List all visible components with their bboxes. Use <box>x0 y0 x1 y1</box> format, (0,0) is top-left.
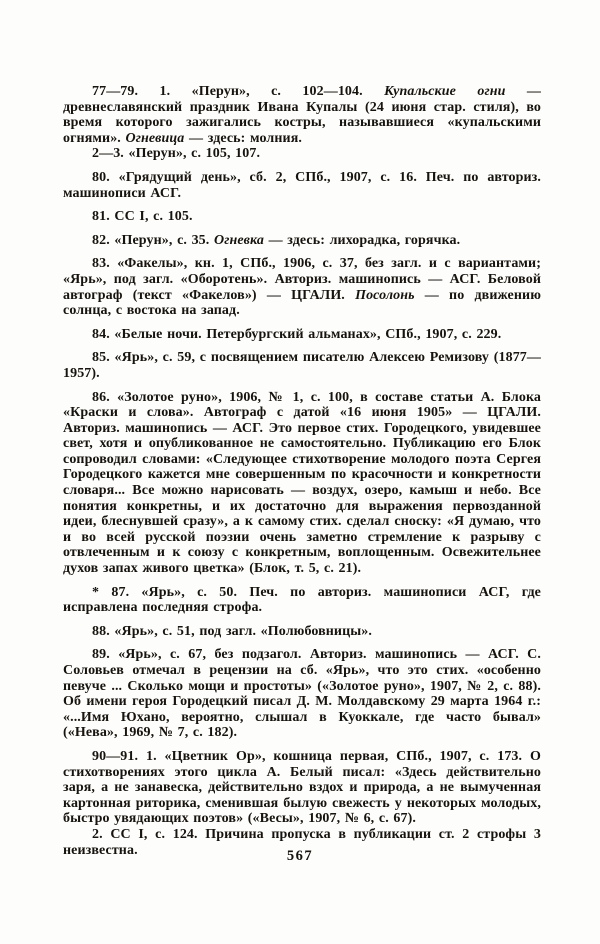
note-text-segment: * 87. «Ярь», с. 50. Печ. по авториз. машинописи АСГ, где исправлена последняя строфа. <box>63 584 541 616</box>
note-entry <box>63 327 541 343</box>
note-entry <box>63 233 541 249</box>
note-entry <box>63 647 541 741</box>
note-entry <box>63 585 541 616</box>
page-number: 567 <box>286 848 314 864</box>
note-paragraph <box>63 256 541 318</box>
glossary-term: Огневка <box>214 232 264 248</box>
note-text-segment: 2—3. «Перун», с. 105, 107. <box>92 146 261 162</box>
note-entry <box>63 624 541 640</box>
notes-text <box>63 84 541 858</box>
note-text-segment: 85. «Ярь», с. 59, с посвящением писателю Алексею Ремизову (1877—1957). <box>63 350 541 381</box>
note-entry <box>63 350 541 381</box>
note-text-segment: 77—79. 1. «Перун», с. 102—104. <box>92 84 385 99</box>
note-paragraph <box>63 146 541 162</box>
note-entry <box>63 209 541 225</box>
note-text-segment: 86. «Золотое руно», 1906, № 1, с. 100, в составе статьи А. Блока «Краски и слова». Автограф с датой «16 июня 1905» — ЦГАЛИ. Авториз. машинопись — АСГ. Это первое стих. Городецкого, увидевшее свет, хотя и опубликованное не самостоятельно. Публикацию его Блок сопроводил словами: «Следующее стихотворение молодого поэта Сергея Городецкого кажется мне совершенным по красочности и конкретности словаря... Все можно нарисовать — воздух, озеро, камыш и небо. Все понятия конкретны, и их достаточно для выражения первозданной идеи, блеснувшей сразу», а к самому стих. сделал сноску: «Я думаю, что и во всей русской поэзии очень заметно стремление к разрыву с отвлеченным и к союзу с конкретным, воплощенным. Освежительнее духов запах живого цветка» (Блок, т. 5, с. 21). <box>63 389 541 577</box>
note-paragraph <box>63 327 541 343</box>
note-entry <box>63 170 541 201</box>
note-entry <box>63 84 541 162</box>
note-text-segment: 80. «Грядущий день», сб. 2, СПб., 1907, с. 16. Печ. по авториз. машинописи АСГ. <box>63 169 541 201</box>
note-text-segment: 81. СС I, с. 105. <box>92 209 193 225</box>
note-text-segment: 89. «Ярь», с. 67, без подзагол. Авториз. машинопись — АСГ. С. Соловьев отмечал в рецензии на сб. «Ярь», что это стих. «особенно певуче ... Сколько мощи и простоты» («Золотое руно», 1907, № 2, с. 88). Об имени героя Городецкий писал Д. М. Молдавскому 29 марта 1964 г.: «...Имя Юхано, вероятно, слышал в Куоккале, где часто бывал» («Нева», 1969, № 7, с. 182). <box>63 647 541 741</box>
note-paragraph <box>63 647 541 741</box>
note-text-segment: 88. «Ярь», с. 51, под загл. «Полюбовницы». <box>92 623 373 639</box>
note-entry <box>63 256 541 318</box>
note-paragraph <box>63 390 541 577</box>
note-paragraph <box>63 585 541 616</box>
note-paragraph <box>63 350 541 381</box>
note-paragraph <box>63 170 541 201</box>
note-paragraph <box>63 84 541 146</box>
glossary-term: Огневица <box>125 130 185 146</box>
note-paragraph <box>63 749 541 827</box>
note-paragraph <box>63 233 541 249</box>
note-text-segment: — здесь: лихорадка, горячка. <box>263 232 461 248</box>
note-text-segment: 82. «Перун», с. 35. <box>92 232 214 248</box>
note-text-segment: — по движению солнца, с востока на запад. <box>63 287 541 319</box>
note-paragraph <box>63 624 541 640</box>
glossary-term: Купальские огни <box>384 84 506 99</box>
glossary-term: Посолонь <box>355 287 415 303</box>
note-entry <box>63 749 541 858</box>
note-text-segment: — здесь: молния. <box>184 130 302 146</box>
note-text-segment: 2. СС I, с. 124. Причина пропуска в публикации ст. 2 строфы 3 неизвестна. <box>63 826 541 858</box>
note-text-segment: 90—91. 1. «Цветник Ор», кошница первая, СПб., 1907, с. 173. О стихотворениях этого цикла А. Белый писал: «Здесь действительно заря, а не занавеска, действительно вздох и природа, а не вымученная картонная риторика, сменившая былую свежесть у некоторых молодых, быстро увядающих поэтов» («Весы», 1907, № 6, с. 67). <box>63 748 541 827</box>
note-text-segment: 83. «Факелы», кн. 1, СПб., 1906, с. 37, без загл. и с вариантами; «Ярь», под загл. «Оборотень». Авториз. машинопись — АСГ. Беловой автограф (текст «Факелов») — ЦГАЛИ. <box>63 256 541 303</box>
note-entry <box>63 390 541 577</box>
note-text-segment: 84. «Белые ночи. Петербургский альманах», СПб., 1907, с. 229. <box>92 326 502 342</box>
note-text-segment: — древнеславянский праздник Ивана Купалы (24 июня стар. стиля), во время которого зажигались костры, называвшиеся «купальскими огнями». <box>63 84 541 146</box>
note-paragraph <box>63 209 541 225</box>
